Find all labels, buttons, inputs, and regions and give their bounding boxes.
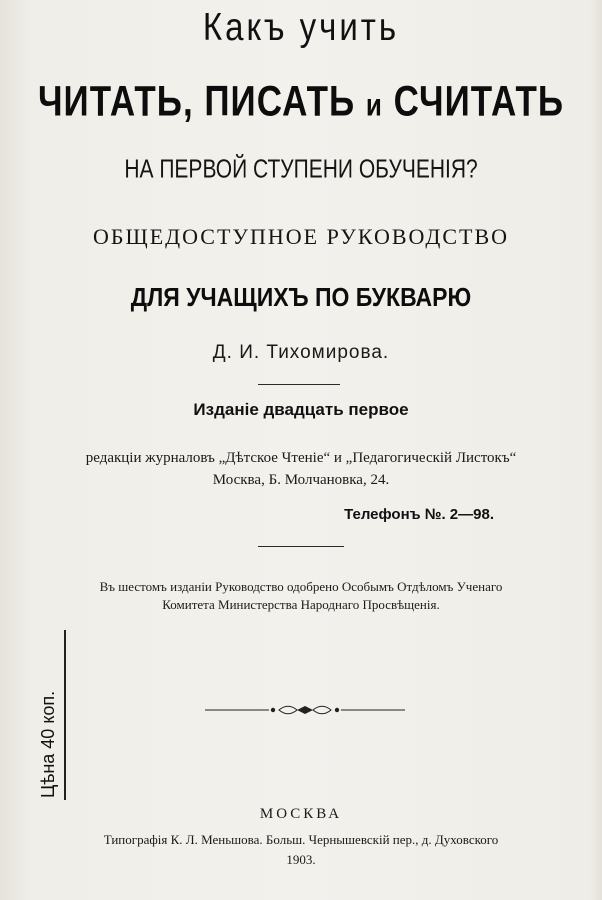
divider-rule [258,384,340,385]
divider-rule [258,546,344,547]
edition-label: Изданіе двадцать первое [193,400,409,419]
approval-line-1: Въ шестомъ изданіи Руководство одобрено Особымъ Отдѣломъ Ученаго [99,579,503,594]
title-line-2-a: ЧИТАТЬ, ПИСАТЬ [37,77,356,126]
price-rule [64,630,66,800]
ornament-divider [205,700,405,720]
title-line-1: Какъ учить [202,4,400,49]
publisher-address: Москва, Б. Молчановка, 24. [212,472,390,488]
price-stamp: Цѣна 40 коп. [38,690,58,798]
subtitle: НА ПЕРВОЙ СТУПЕНИ ОБУЧЕНІЯ? [124,155,478,184]
title-line-2 [0,78,602,127]
publisher-line: редакціи журналовъ „Дѣтское Чтеніе“ и „Педагогическій Листокъ“ [85,450,517,466]
imprint-year: 1903. [286,852,316,867]
imprint-printer: Типографія К. Л. Меньшова. Больш. Чернышевскій пер., д. Духовского [103,832,499,847]
publisher-phone: Телефонъ №. 2—98. [344,506,494,523]
approval-line-2: Комитета Министерства Народнаго Просвѣщенія. [162,597,440,612]
author: Д. И. Тихомирова. [212,342,390,363]
title-line-2-conj: и [365,86,383,123]
title-line-2-c: СЧИТАТЬ [393,77,565,126]
guide-heading: ОБЩЕДОСТУПНОЕ РУКОВОДСТВО [92,224,510,249]
audience-heading: ДЛЯ УЧАЩИХЪ ПО БУКВАРЮ [130,282,472,312]
imprint-city: МОСКВА [259,806,343,822]
